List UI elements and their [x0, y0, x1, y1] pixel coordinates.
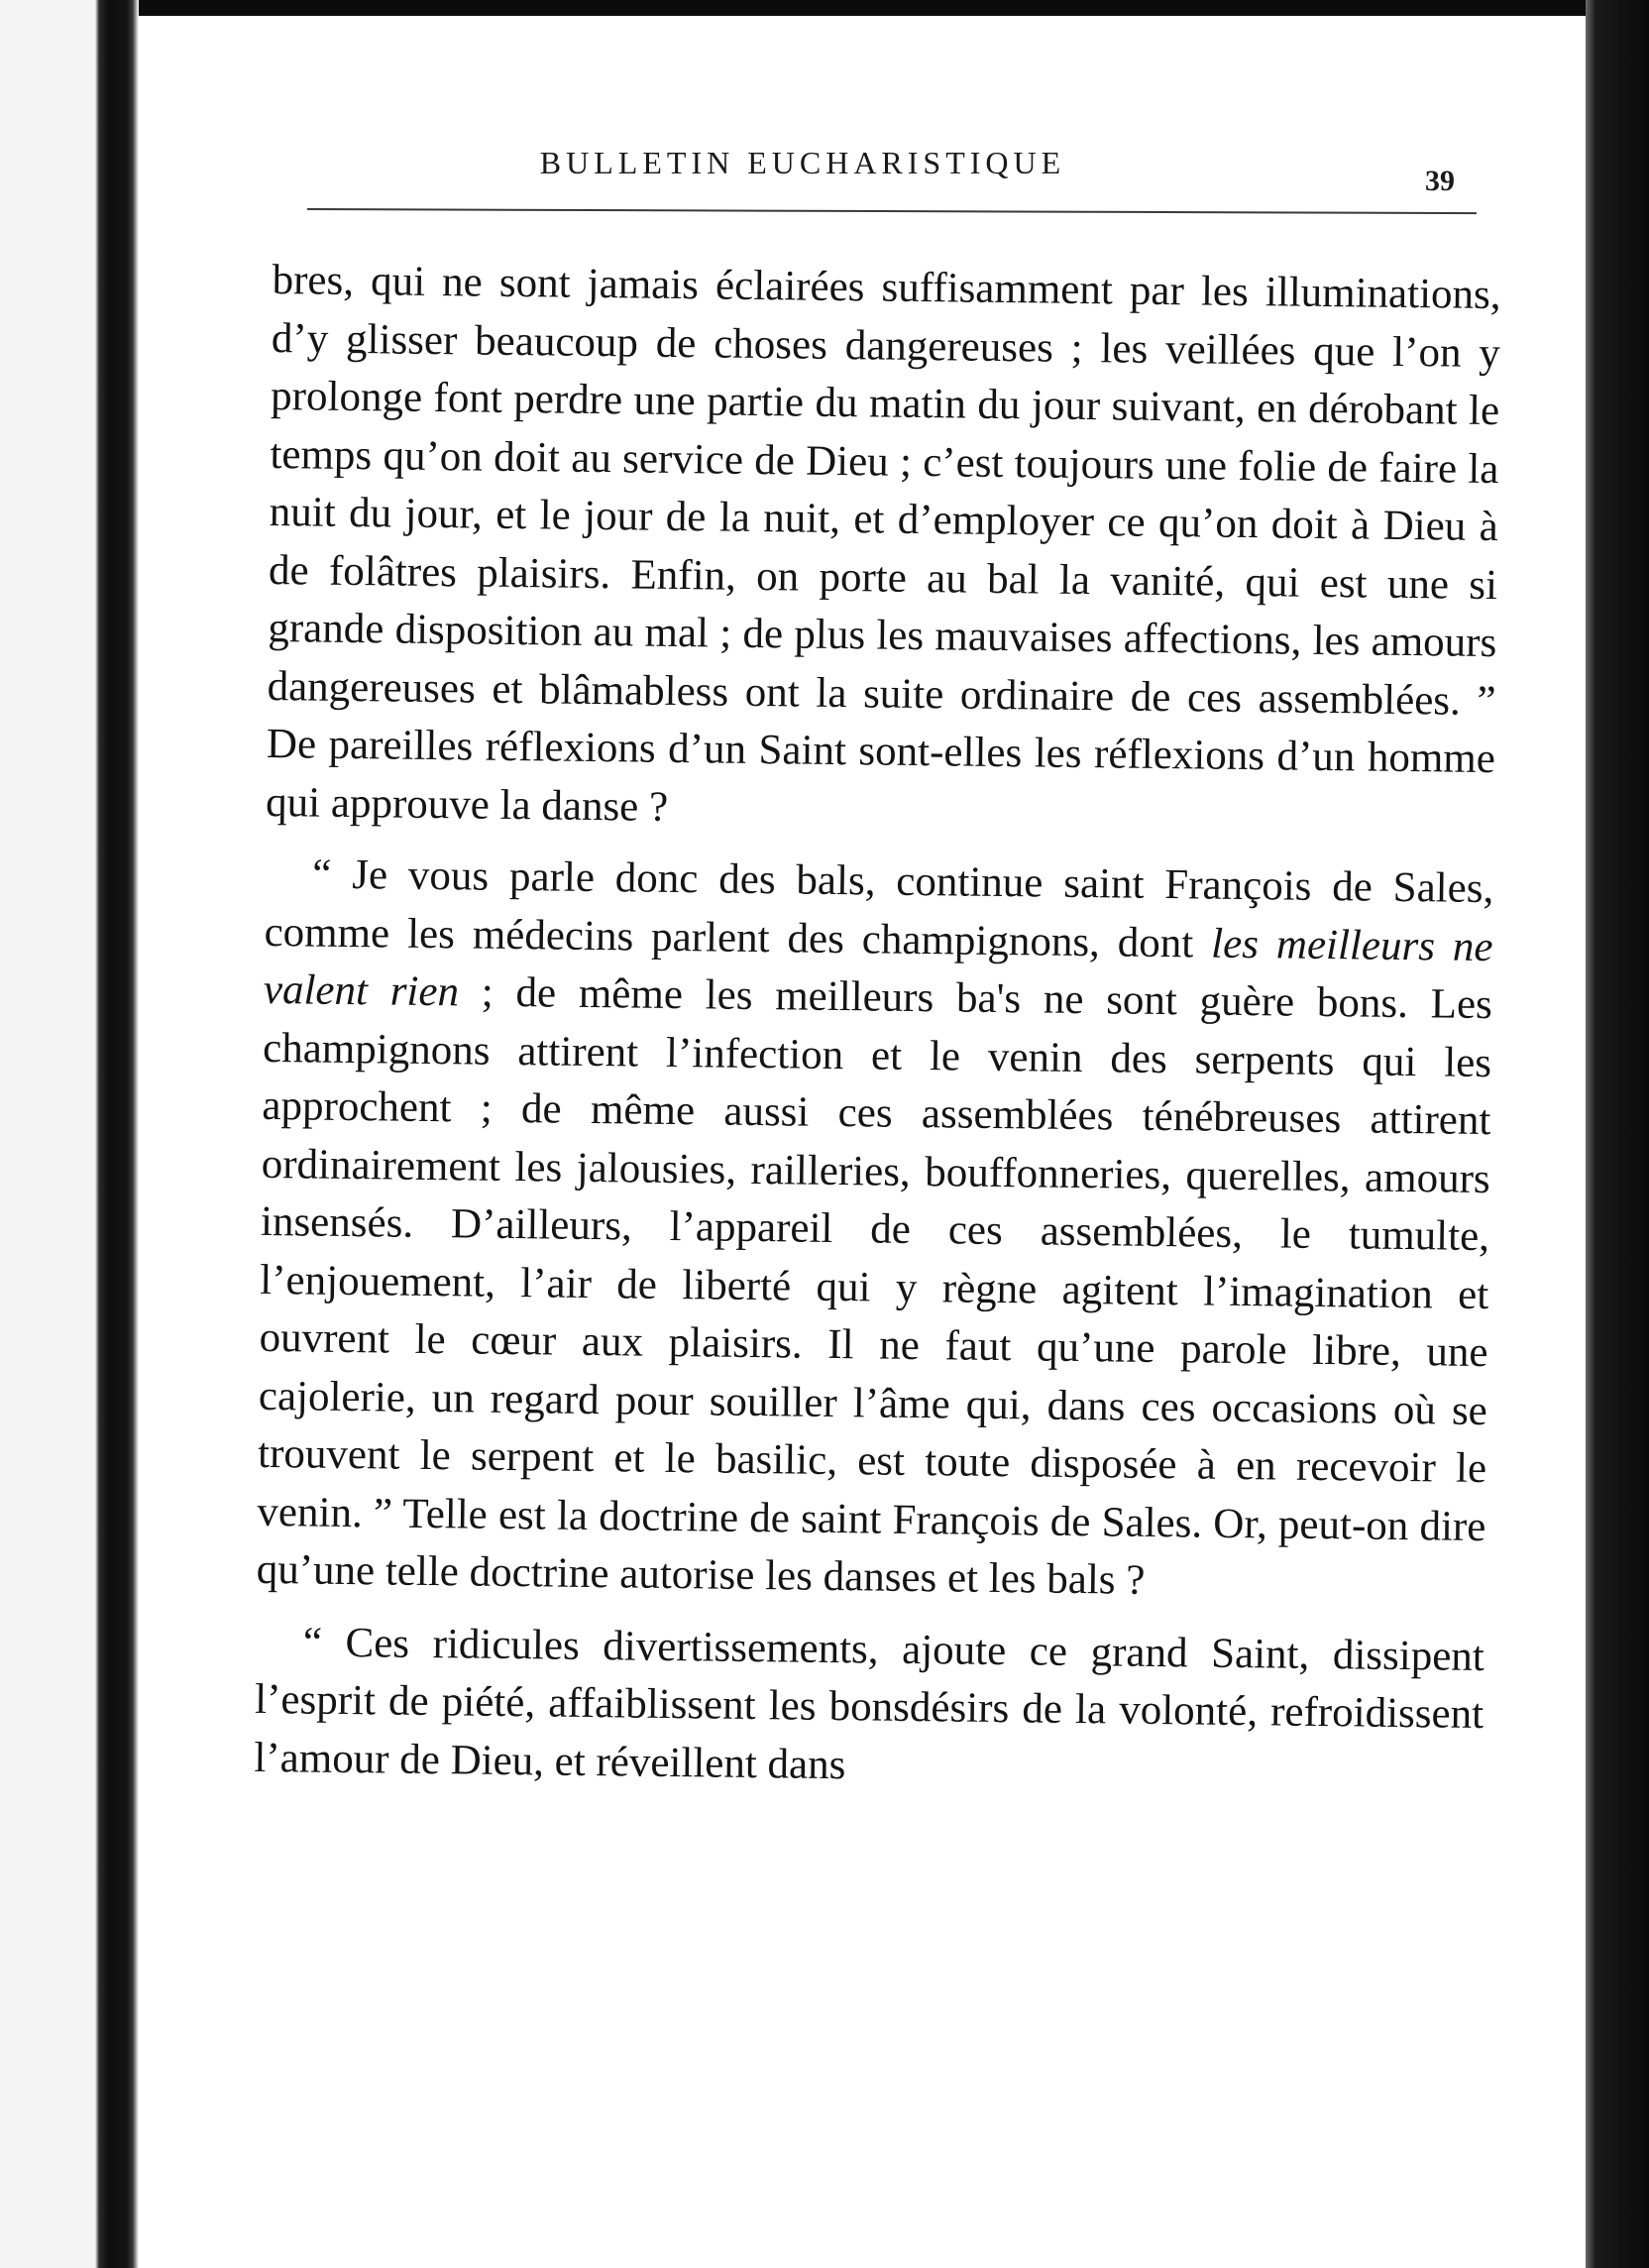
- paragraph-2-text-b: ; de même les meilleurs ba's ne sont guère bons. Les champignons attirent l’infection et le venin des serpents qui les approchent ; de même aussi ces assemblées ténébreuses attirent ordinairement les jalousies, railleries, bouffonneries, querelles, amours insensés. D’ailleurs, l’appareil de ces assemblées, le tumulte, l’enjouement, l’air de liberté qui y règne agitent l’imagination et ouvrent le cœur aux plaisirs. Il ne faut qu’une parole libre, une cajolerie, un regard pour souiller l’âme qui, dans ces occasions où se trouvent le serpent et le basilic, est toute disposée à en recevoir le venin. ” Telle est la doctrine de saint François de Sales. Or, peut-on dire qu’une telle doctrine autorise les danses et les bals ?: [256, 968, 1493, 1604]
- page-number: 39: [1425, 165, 1455, 197]
- scan-border-right: [1586, 0, 1649, 2268]
- header-rule: [307, 208, 1477, 214]
- paragraph-2-text-a: “ Je vous parle donc des bals, continue saint François de Sales, comme les médecins parlent des champignons, dont: [264, 850, 1494, 967]
- paragraph-1: bres, qui ne sont jamais éclairées suffisamment par les illuminations, d’y glisser beaucoup de choses dangereuses ; les veillées que l’on y prolonge font perdre une partie du matin du jour suivant, en dérobant le temps qu’on doit au service de Dieu ; c’est toujours une folie de faire la nuit du jour, et le jour de la nuit, et d’employer ce qu’on doit à Dieu à de folâtres plaisirs. Enfin, on porte au bal la vanité, qui est une si grande disposition au mal ; de plus les mauvaises affections, les amours dangereuses et blâmabless ont la suite ordinaire de ces assemblées. ” De pareilles réflexions d’un Saint sont-elles les réflexions d’un homme qui approuve la danse ?: [265, 256, 1501, 831]
- paragraph-2-italic-quote: les meilleurs ne valent rien: [263, 920, 1493, 1016]
- paragraph-3: “ Ces ridicules divertissements, ajoute ce grand Saint, dissipent l’esprit de piété, affaiblissent les bonsdésirs de la volonté, refroidissent l’amour de Dieu, et réveillent dans: [254, 1618, 1485, 1788]
- book-page: [139, 16, 1586, 2268]
- scan-border-top: [0, 0, 1649, 16]
- page-body: [254, 252, 1501, 1802]
- paragraph-2: [256, 846, 1493, 1615]
- scan-border-left: [0, 0, 139, 2268]
- running-header: BULLETIN EUCHARISTIQUE: [539, 145, 1066, 180]
